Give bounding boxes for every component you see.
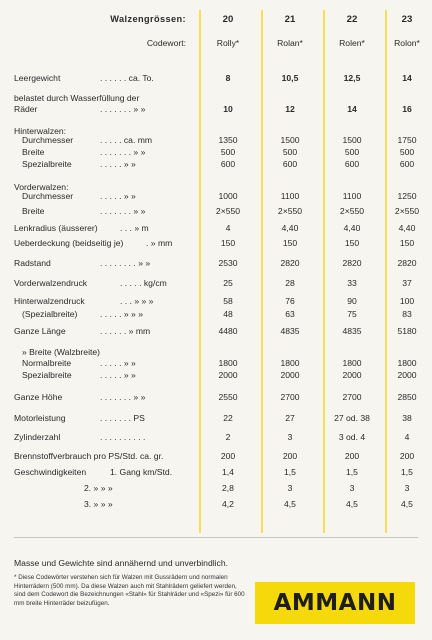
spec-row xyxy=(0,276,432,290)
row-label: Durchmesser xyxy=(22,191,74,201)
row-value: 4 xyxy=(404,432,410,442)
row-unit: . . . . . ca. mm xyxy=(100,135,153,145)
row-unit: . . . . . » » xyxy=(100,358,136,368)
row-value: 63 xyxy=(285,309,295,319)
row-label: Ganze Länge xyxy=(14,326,66,336)
codeword-21: Rolan* xyxy=(277,38,303,48)
row-label: Hinterwalzendruck xyxy=(14,296,85,306)
row-value: 1000 xyxy=(218,191,238,201)
row-value: 2000 xyxy=(397,370,417,380)
size-21: 21 xyxy=(284,14,296,25)
row-value: 2 xyxy=(225,432,231,442)
row-value: 38 xyxy=(402,413,412,423)
size-23: 23 xyxy=(401,14,413,25)
row-label: Normalbreite xyxy=(22,358,72,368)
row-label: Vorderwalzendruck xyxy=(14,278,88,288)
row-label: Geschwindigkeiten xyxy=(14,467,87,477)
row-value: 2000 xyxy=(218,370,238,380)
row-value: 12 xyxy=(285,104,295,114)
row-value: 90 xyxy=(347,296,357,306)
row-value: 1800 xyxy=(397,358,417,368)
row-value: 28 xyxy=(285,278,295,288)
codeword-23: Rolon* xyxy=(394,38,420,48)
row-value: 1,5 xyxy=(346,467,358,477)
row-label: Breite xyxy=(22,206,45,216)
spec-row xyxy=(0,102,432,116)
row-value: 76 xyxy=(285,296,295,306)
row-value: 1800 xyxy=(280,358,300,368)
spec-row xyxy=(0,236,432,250)
row-value: 500 xyxy=(282,147,298,157)
row-unit: . . . . . kg/cm xyxy=(120,278,167,288)
row-value: 14 xyxy=(402,73,412,83)
row-unit: . . . . . » » » xyxy=(100,309,143,319)
row-value: 4,2 xyxy=(222,499,234,509)
row-value: 600 xyxy=(282,159,298,169)
row-label: belastet durch Wasserfüllung der xyxy=(14,93,140,103)
row-value: 4835 xyxy=(280,326,300,336)
row-unit: 1. Gang km/Std. xyxy=(110,467,173,477)
row-value: 1350 xyxy=(218,135,238,145)
row-unit: . . . » » » xyxy=(120,296,154,306)
row-value: 1800 xyxy=(218,358,238,368)
row-unit: . . . . . » » xyxy=(100,191,136,201)
row-value: 27 xyxy=(285,413,295,423)
row-value: 1100 xyxy=(280,191,300,201)
spec-row xyxy=(0,204,432,218)
row-value: 2000 xyxy=(280,370,300,380)
row-value: 150 xyxy=(220,238,236,248)
row-value: 4,5 xyxy=(401,499,413,509)
row-value: 200 xyxy=(282,451,298,461)
row-unit: . . . . . » » xyxy=(100,370,136,380)
row-value: 2×550 xyxy=(339,206,365,216)
row-value: 10,5 xyxy=(281,73,299,83)
row-unit: . . . . . . » mm xyxy=(100,326,151,336)
spec-row xyxy=(0,324,432,338)
row-value: 600 xyxy=(220,159,236,169)
row-value: 2,8 xyxy=(222,483,234,493)
row-value: 2700 xyxy=(280,392,300,402)
row-unit: . . . » m xyxy=(120,223,149,233)
row-value: 16 xyxy=(402,104,412,114)
row-value: 2530 xyxy=(218,258,238,268)
row-value: 500 xyxy=(220,147,236,157)
row-value: 22 xyxy=(223,413,233,423)
row-value: 150 xyxy=(344,238,360,248)
row-unit: . . . . . . . PS xyxy=(100,413,145,423)
row-value: 4480 xyxy=(218,326,238,336)
spec-row xyxy=(0,390,432,404)
row-value: 58 xyxy=(223,296,233,306)
row-label: Vorderwalzen: xyxy=(14,182,69,192)
row-value: 3 xyxy=(404,483,410,493)
row-value: 4,40 xyxy=(281,223,299,233)
spec-row xyxy=(0,294,432,308)
row-unit: . . . . . . . » » xyxy=(100,104,146,114)
size-22: 22 xyxy=(346,14,358,25)
spec-row xyxy=(0,221,432,235)
row-value: 37 xyxy=(402,278,412,288)
codewort-label: Codewort: xyxy=(146,38,186,48)
row-label: Durchmesser xyxy=(22,135,74,145)
row-value: 33 xyxy=(347,278,357,288)
spec-row xyxy=(0,256,432,270)
sizes-title: Walzengrössen: xyxy=(110,14,186,24)
row-value: 3 xyxy=(287,432,293,442)
row-value: 3 xyxy=(287,483,293,493)
row-value: 2820 xyxy=(342,258,362,268)
row-unit: . . . . . . . » » xyxy=(100,206,146,216)
row-value: 8 xyxy=(225,73,231,83)
spec-row xyxy=(0,189,432,203)
row-label: Spezialbreite xyxy=(22,370,72,380)
row-value: 2700 xyxy=(342,392,362,402)
row-unit: . » mm xyxy=(146,238,173,248)
row-label: Spezialbreite xyxy=(22,159,72,169)
row-value: 500 xyxy=(344,147,360,157)
row-value: 100 xyxy=(399,296,415,306)
row-value: 4 xyxy=(225,223,231,233)
row-label: 2. » » » xyxy=(84,483,113,493)
row-value: 3 xyxy=(349,483,355,493)
row-value: 12,5 xyxy=(343,73,361,83)
row-value: 27 od. 38 xyxy=(334,413,370,423)
row-value: 2×550 xyxy=(394,206,420,216)
row-label: Leergewicht xyxy=(14,73,61,83)
row-value: 4,40 xyxy=(343,223,361,233)
row-value: 150 xyxy=(399,238,415,248)
row-label: Radstand xyxy=(14,258,51,268)
ammann-logo xyxy=(255,582,415,624)
codeword-22: Rolen* xyxy=(339,38,365,48)
row-value: 4835 xyxy=(342,326,362,336)
row-value: 2820 xyxy=(280,258,300,268)
row-value: 200 xyxy=(344,451,360,461)
row-value: 2×550 xyxy=(215,206,241,216)
row-value: 75 xyxy=(347,309,357,319)
row-label: Ueberdeckung (beidseitig je) xyxy=(14,238,124,248)
spec-row xyxy=(0,449,432,463)
row-value: 2000 xyxy=(342,370,362,380)
row-value: 10 xyxy=(223,104,233,114)
row-value: 1500 xyxy=(342,135,362,145)
footnote-text: * Diese Codewörter verstehen sich für Walzen mit Gussrädern und normalen Hinterrädern (500 mm). Da diese Walzen auch mit Stahlrädern geliefert werden, sind dem Codewort die Bezeichnungen «Stahl» für Stahlräder und «Spezi» für 600 mm breite Hinterräder beizufügen. xyxy=(14,574,245,607)
spec-row xyxy=(0,481,432,495)
row-value: 1750 xyxy=(397,135,417,145)
spec-row xyxy=(0,368,432,382)
row-value: 1100 xyxy=(342,191,362,201)
row-value: 2550 xyxy=(218,392,238,402)
row-value: 2850 xyxy=(397,392,417,402)
row-unit: . . . . . » » xyxy=(100,159,136,169)
codeword-20: Rolly* xyxy=(216,38,240,48)
row-value: 200 xyxy=(399,451,415,461)
spec-row xyxy=(0,157,432,171)
row-label: » Breite (Walzbreite) xyxy=(22,347,101,357)
row-value: 200 xyxy=(220,451,236,461)
row-unit: . . . . . . . » » xyxy=(100,392,146,402)
row-value: 600 xyxy=(344,159,360,169)
row-value: 1800 xyxy=(342,358,362,368)
spec-row xyxy=(0,71,432,85)
row-value: 4,40 xyxy=(398,223,416,233)
row-value: 25 xyxy=(223,278,233,288)
logo-text: AMMANN xyxy=(273,590,397,616)
row-value: 5180 xyxy=(397,326,417,336)
spec-row xyxy=(0,430,432,444)
row-unit: . . . . . . ca. To. xyxy=(100,73,154,83)
spec-row xyxy=(0,497,432,511)
row-value: 600 xyxy=(399,159,415,169)
row-label: Zylinderzahl xyxy=(14,432,61,442)
row-value: 1,4 xyxy=(222,467,234,477)
row-value: 48 xyxy=(223,309,233,319)
row-label: Ganze Höhe xyxy=(14,392,63,402)
row-label: Lenkradius (äusserer) xyxy=(14,223,98,233)
size-20: 20 xyxy=(222,14,234,25)
row-value: 83 xyxy=(402,309,412,319)
row-unit: . . . . . . . . » » xyxy=(100,258,151,268)
row-label: Breite xyxy=(22,147,45,157)
divider xyxy=(14,537,418,538)
row-value: 2×550 xyxy=(277,206,303,216)
row-value: 2820 xyxy=(397,258,417,268)
row-value: 4,5 xyxy=(284,499,296,509)
row-value: 1500 xyxy=(280,135,300,145)
row-value: 1,5 xyxy=(284,467,296,477)
row-value: 500 xyxy=(399,147,415,157)
row-label: (Spezialbreite) xyxy=(22,309,78,319)
spec-row xyxy=(0,465,432,479)
row-unit: . . . . . . . » » xyxy=(100,147,146,157)
spec-row xyxy=(0,411,432,425)
row-unit: . . . . . . . . . . xyxy=(100,432,146,442)
row-value: 4,5 xyxy=(346,499,358,509)
row-value: 1,5 xyxy=(401,467,413,477)
row-value: 14 xyxy=(347,104,357,114)
row-label: Brennstoffverbrauch pro PS/Std. ca. gr. xyxy=(14,451,164,461)
disclaimer-text: Masse und Gewichte sind annähernd und unverbindlich. xyxy=(14,558,229,568)
row-value: 150 xyxy=(282,238,298,248)
row-value: 3 od. 4 xyxy=(338,432,366,442)
spec-row xyxy=(0,307,432,321)
row-label: Hinterwalzen: xyxy=(14,126,67,136)
row-label: 3. » » » xyxy=(84,499,113,509)
row-label: Räder xyxy=(14,104,38,114)
row-label: Motorleistung xyxy=(14,413,66,423)
row-value: 1250 xyxy=(397,191,417,201)
